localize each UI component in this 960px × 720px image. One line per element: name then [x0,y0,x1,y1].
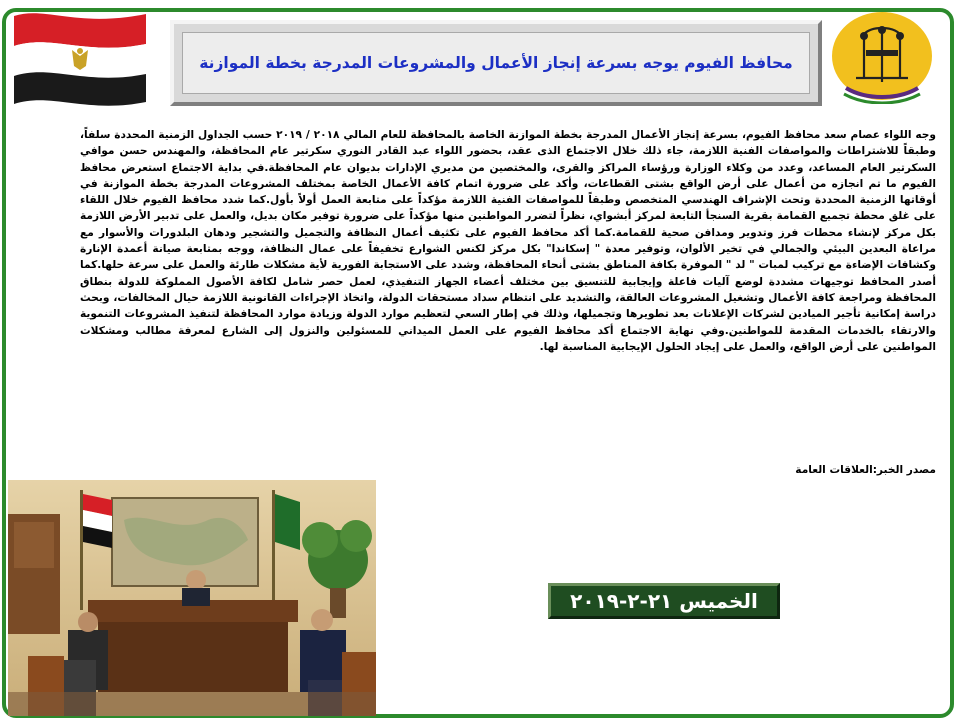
article-body: وجه اللواء عصام سعد محافظ الفيوم، بسرعة إنجاز الأعمال المدرجة بخطة الموازنة الخاصة بالمحافظة للعام المالي ٢٠١٨ / ٢٠١٩ حسب الجداول الزمنية المحددة سلفاً، وطبقاً للاشتراطات والمواصفات الفنية اللازمة، جاء ذلك خلال الاجتماع الذى عقد، بحضور اللواء عبد القادر النوري سكرتير عام المحافظة، والمهندس حسن موافي السكرتير العام المساعد، وعدد من وكلاء الوزارة ورؤساء المراكز والقرى، والمختصين من مديري الإدارات بديوان عام المحافظة.في بداية الاجتماع استعرض محافظ الفيوم ما تم انجازه من أعمال على أرض الواقع بشتى القطاعات، وأكد على ضرورة اتمام كافة الأعمال الخاصة بمختلف المشروعات المدرجة بخطة الموازنة في أوقاتها الزمنية المحددة وتحت الإشراف الهندسي المتخصص وطبقاً للمواصفات الفنية اللازمة مؤكداً على متابعة العمل أولاً بأول.كما شدد محافظ الفيوم خلال اللقاء على غلق محطة تجميع القمامة بقرية السنجأ التابعة لمركز أبشواي، نظراً لتضرر المواطنين منها مؤكداً على ضرورة توفير مكان بديل، والعمل على تدبير الأرض اللازمة بكل مركز لإنشاء محطات فرز وتدوير ومدافن صحية للقمامة.كما أكد محافظ الفيوم على تكثيف أعمال النظافة والتجميل والتشجير ودهان البلدورات والأسوار مع مراعاة البعدين البيئي والجمالي في تخير الألوان، وتوفير معدة " إسكاندا" بكل مركز لكنس الشوارع تخفيفاً على عمال النظافة، ووجه بمتابعة صيانة أعمدة الإنارة وكشافات الإضاءة مع تركيب لمبات " لد " الموفرة بكافة المناطق بشتى أنحاء المحافظة، وشدد على الاستجابة الفورية لأية مشكلات طارئة والعمل على سرعة حلها.كما أصدر المحافظ توجيهات مشددة لوضع آليات فاعلة وإيجابية للتنسيق بين مختلف أعضاء الجهاز التنفيذي، لعمل حصر شامل لكافة الأصول المملوكة للدولة بنطاق المحافظة ومراجعة كافة الأعمال وتشغيل المشروعات العالقة، والتشديد على انتظام سداد مستحقات الدولة، واتخاذ الإجراءات القانونية اللازمة حيال المخالفات، وبحث دراسة إمكانية تأجير الميادين لشركات الإعلانات بعد تطويرها وتجميلها، وذلك في إطار السعي لتعظيم موارد الدولة وزيادة موارد المحافظة لتنفيذ المشروعات التنموية والارتقاء بالخدمات المقدمة للمواطنين.وفي نهاية الاجتماع أكد محافظ الفيوم على العمل الميداني للمسئولين والنزول إلى الشارع لمعرفة مطالب ومشكلات المواطنين على أرض الواقع، والعمل على إيجاد الحلول الإيجابية المناسبة لها. [80,129,936,353]
headline-box [170,20,822,106]
date-text: الخميس ٢١-٢-٢٠١٩ [570,589,758,613]
article-source: مصدر الخبر:العلاقات العامة [795,464,936,476]
fayoum-governorate-logo-icon [826,8,938,104]
headline-inner [182,32,810,94]
date-badge [548,583,780,619]
meeting-photo [8,480,376,716]
egypt-flag-icon [6,6,152,106]
headline-title: محافظ الفيوم يوجه بسرعة إنجاز الأعمال والمشروعات المدرجة بخطة الموازنة [199,54,793,72]
